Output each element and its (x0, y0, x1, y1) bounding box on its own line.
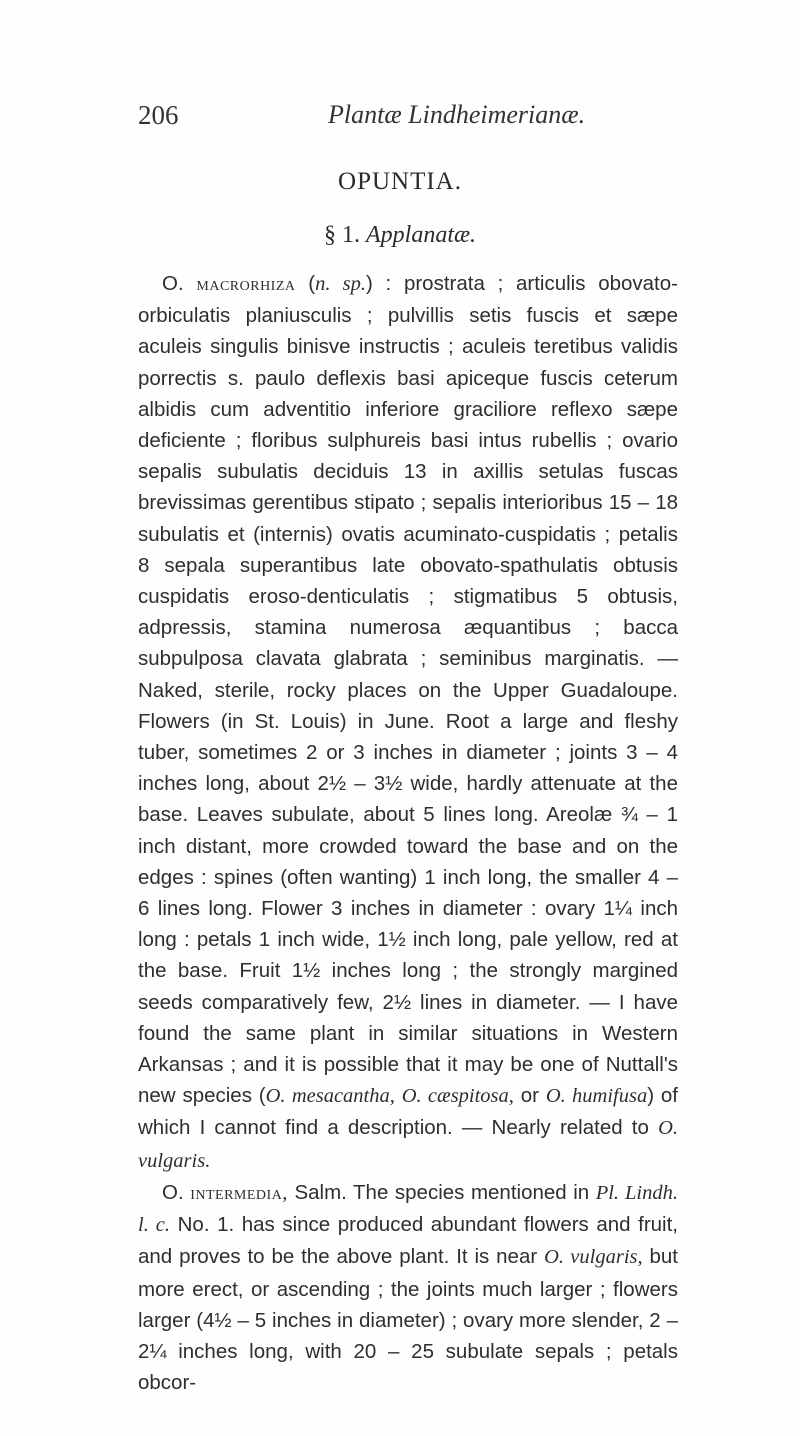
body-text (138, 268, 678, 1398)
species-abbr: O. (162, 1180, 184, 1204)
page-number: 206 (138, 100, 179, 130)
species-description: Salm. The species mentioned in (287, 1180, 596, 1204)
species-reference: O. humifusa (545, 1085, 648, 1108)
species-description: ) : prostrata ; articulis obovato-orbiculatis planiusculis ; pulvillis setis fuscis et sæpe aculeis singulis binisve instructis ; aculeis teretibus validis porrectis s. paulo deflexis basi apiceque fuscis ceterum albidis cum adventitio inferiore graciliore reflexo sæpe deficiente ; floribus sulphureis basi intus rubellis ; ovario sepalis subulatis deciduis 13 in axillis setulas fuscas brevissimas gerentibus stipato ; sepalis interioribus 15 – 18 subulatis et (internis) ovatis acuminato-cuspidatis ; petalis 8 sepala superantibus late obovato-spathulatis obtusis cuspidatis eroso-denticulatis ; stigmatibus 5 obtusis, adpressis, stamina numerosa æquantibus ; bacca subpulposa clavata glabrata ; seminibus marginatis. — Naked, sterile, rocky places on the Upper Guadaloupe. Flowers (in St. Louis) in June. Root a large and fleshy tuber, sometimes 2 or 3 inches in diameter ; joints 3 – 4 inches long, about 2½ – 3½ wide, hardly attenuate at the base. Leaves subulate, about 5 lines long. Areolæ ¾ – 1 inch distant, more crowded toward the base and on the edges : spines (often wanting) 1 inch long, the smaller 4 – 6 lines long. Flower 3 inches in diameter : ovary 1¼ inch long : petals 1 inch wide, 1½ inch long, pale yellow, red at the base. Fruit 1½ inches long ; the strongly margined seeds comparatively few, 2½ lines in diameter. — I have found the same plant in similar situations in Western Arkansas ; and it is possible that it may be one of Nuttall's new species ( (138, 272, 678, 1108)
species-description-cont: but more erect, or ascending ; the joints much larger ; flowers larger (4½ – 5 inches in diameter) ; ovary more slender, 2 – 2¼ inches long, with 20 – 25 subulate sepals ; petals obcor- (138, 1245, 678, 1395)
species-reference: O. mesacantha, (265, 1085, 395, 1108)
running-title: Plantæ Lindheimerianæ. (328, 100, 586, 129)
section-heading (0, 222, 800, 249)
genus-heading: OPUNTIA. (338, 168, 462, 195)
related-species: O. vulgaris. (138, 1117, 678, 1172)
species-description-cont: No. 1. has since produced abundant flowers and fruit, and proves to be the above plant. It is near (138, 1213, 678, 1269)
section-name: Applanatæ. (365, 222, 476, 248)
species-reference: Pl. Lindh. l. c. (138, 1181, 678, 1237)
section-number: § 1. (323, 222, 360, 248)
species-reference: O. vulgaris, (544, 1246, 643, 1269)
species-epithet: intermedia, (190, 1181, 288, 1204)
species-epithet: macrorhiza (196, 273, 296, 295)
reference-separator: or (513, 1084, 546, 1108)
species-paragraph-intermedia (138, 1177, 678, 1398)
species-abbr: O. (162, 272, 184, 295)
species-reference: O. cæspitosa, (401, 1085, 514, 1108)
running-head (138, 100, 678, 140)
species-description-cont: ) of which I cannot find a description. — Nearly related to (138, 1084, 678, 1140)
species-author: n. sp. (315, 273, 366, 295)
species-paragraph-macrorhiza (138, 268, 678, 1177)
author-open: ( (308, 272, 316, 295)
